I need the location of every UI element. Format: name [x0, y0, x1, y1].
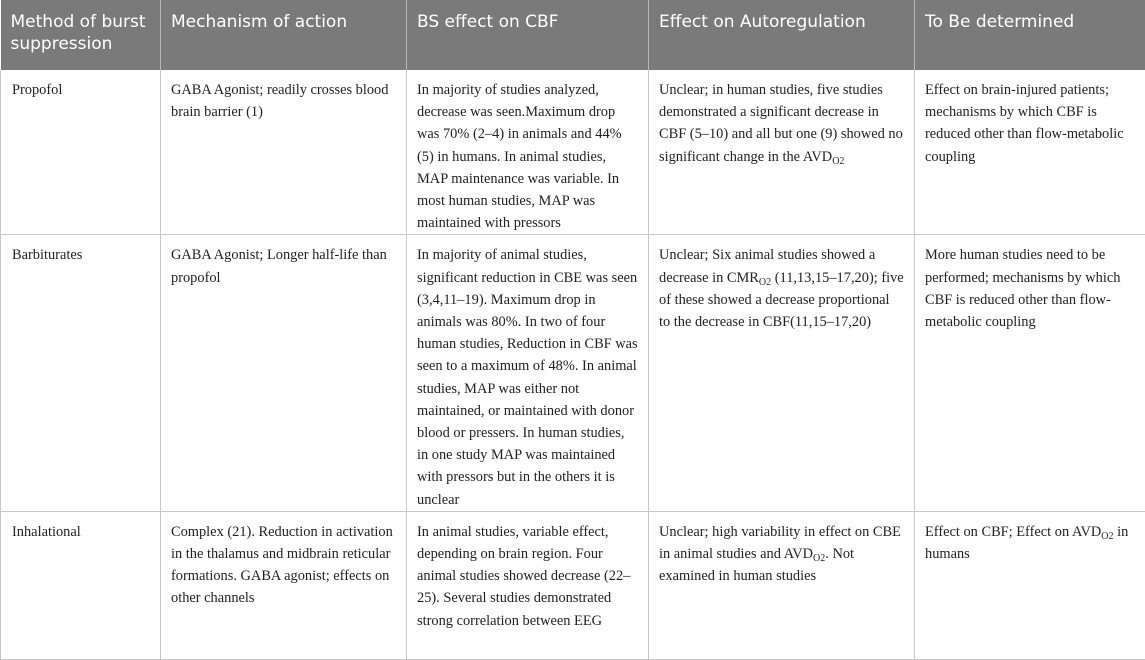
table-row — [1, 511, 1145, 659]
header-method: Method of burst suppression — [1, 0, 161, 70]
cell-text: (11,13,15–17,20); five of these showed a decrease proportional to the decrease in CBF(11,15–17,20) — [659, 270, 904, 330]
cell-method: Barbiturates — [1, 235, 161, 511]
table-row — [1, 70, 1145, 235]
cell-method: Propofol — [1, 70, 161, 235]
cell-to-be-determined: Effect on brain-injured patients; mechanisms by which CBF is reduced other than flow-metabolic coupling — [915, 70, 1145, 235]
table-header — [1, 0, 1145, 70]
subscript: O2 — [1101, 531, 1113, 542]
header-autoregulation: Effect on Autoregulation — [649, 0, 915, 70]
table-body — [1, 70, 1145, 659]
subscript: O2 — [813, 553, 825, 564]
cell-cbf-effect: In majority of studies analyzed, decrease was seen.Maximum drop was 70% (2–4) in animals and 44% (5) in humans. In animal studies, MAP maintenance was variable. In most human studies, MAP was maintained with pressors — [407, 70, 649, 235]
cell-cbf-effect: In majority of animal studies, significant reduction in CBE was seen (3,4,11–19). Maximum drop in animals was 80%. In two of four human studies, Reduction in CBF was seen to a maximum of 48%. In animal studies, MAP was either not maintained, or maintained with donor blood or pressers. In human studies, in one study MAP was maintained with pressors but in the others it is unclear — [407, 235, 649, 511]
table-row — [1, 235, 1145, 511]
cell-text: in humans — [925, 524, 1128, 562]
cell-mechanism: Complex (21). Reduction in activation in the thalamus and midbrain reticular formations. GABA agonist; effects on other channels — [161, 511, 407, 659]
subscript: O2 — [759, 277, 771, 288]
cell-text: Unclear; Six animal studies showed a decrease in CMR — [659, 247, 875, 285]
header-to-be-determined: To Be determined — [915, 0, 1145, 70]
subscript: O2 — [832, 156, 844, 167]
header-mechanism: Mechanism of action — [161, 0, 407, 70]
cell-text: . Not examined in human studies — [659, 546, 854, 584]
cell-to-be-determined — [915, 511, 1145, 659]
cell-to-be-determined: More human studies need to be performed; mechanisms by which CBF is reduced other than flow-metabolic coupling — [915, 235, 1145, 511]
cell-cbf-effect: In animal studies, variable effect, depending on brain region. Four animal studies showed decrease (22–25). Several studies demonstrated strong correlation between EEG — [407, 511, 649, 659]
header-row — [1, 0, 1145, 70]
cell-autoregulation — [649, 235, 915, 511]
cell-text: Effect on CBF; Effect on AVD — [925, 524, 1101, 540]
cell-mechanism: GABA Agonist; Longer half-life than propofol — [161, 235, 407, 511]
cell-text: Unclear; in human studies, five studies demonstrated a significant decrease in CBF (5–10) and all but one (9) showed no significant change in the AVD — [659, 82, 903, 165]
cell-mechanism: GABA Agonist; readily crosses blood brain barrier (1) — [161, 70, 407, 235]
cell-autoregulation — [649, 511, 915, 659]
cell-autoregulation — [649, 70, 915, 235]
cell-method: Inhalational — [1, 511, 161, 659]
cell-text: Unclear; high variability in effect on CBE in animal studies and AVD — [659, 524, 901, 562]
header-cbf-effect: BS effect on CBF — [407, 0, 649, 70]
